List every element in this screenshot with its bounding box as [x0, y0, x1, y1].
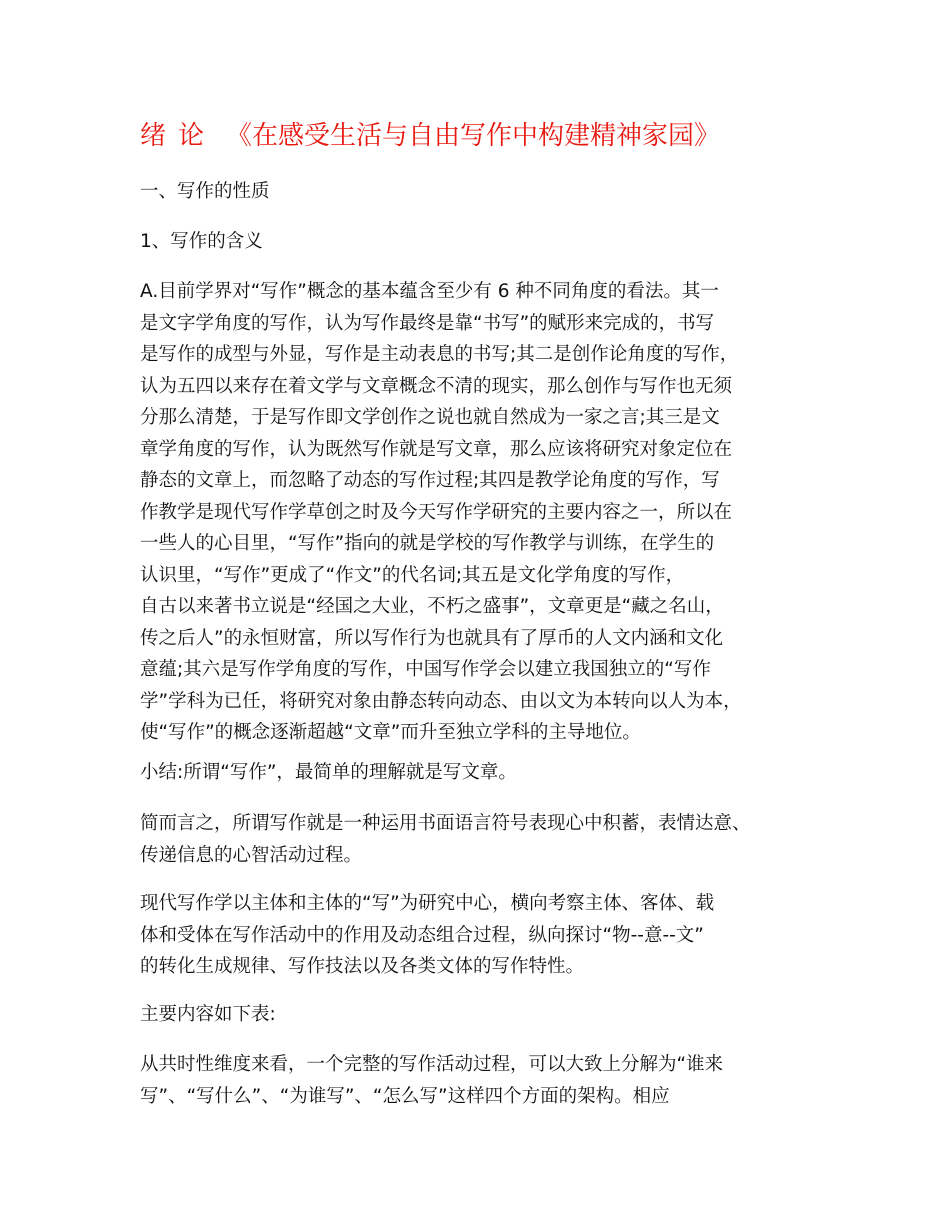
text-line: 一些人的心目里，“写作”指向的就是学校的写作教学与训练，在学生的: [140, 533, 715, 554]
text-line: 自古以来著书立说是“经国之大业，不朽之盛事”，文章更是“藏之名山，: [140, 596, 724, 617]
text-line: 从共时性维度来看，一个完整的写作活动过程，可以大致上分解为“谁来: [140, 1054, 724, 1075]
text-line: 是文字学角度的写作，认为写作最终是靠“书写”的赋形来完成的，书写: [140, 312, 715, 334]
text-line: 传递信息的心智活动过程。: [140, 844, 363, 866]
text-line: 写”、“写什么”、“为谁写”、“怎么写”这样四个方面的架构。相应: [140, 1085, 670, 1107]
paragraph-table-intro: [140, 999, 840, 1031]
text-line: A.目前学界对“写作”概念的基本蕴含至少有 6 种不同角度的看法。其一: [140, 281, 719, 302]
text-line: 小结:所谓“写作”，最简单的理解就是写文章。: [140, 762, 517, 783]
text-line: 静态的文章上，而忽略了动态的写作过程;其四是教学论角度的写作，写: [140, 470, 720, 491]
text-line: 认识里，“写作”更成了“作文”的代名词;其五是文化学角度的写作，: [140, 564, 685, 586]
section-heading-text: 一、写作的性质: [140, 181, 270, 202]
text-line: 简而言之，所谓写作就是一种运用书面语言符号表现心中积蓄，表情达意、: [140, 813, 751, 834]
text-line: 意蕴;其六是写作学角度的写作，中国写作学会以建立我国独立的“写作: [140, 659, 711, 680]
text-line: 分那么清楚，于是写作即文学创作之说也就自然成为一家之言;其三是文: [140, 407, 720, 428]
text-line: 学”学科为已任，将研究对象由静态转向动态、由以文为本转向以人为本，: [140, 690, 742, 712]
paragraph-synchronic: [140, 1049, 840, 1112]
paragraph-modern-writing: [140, 888, 840, 983]
text-line: 认为五四以来存在着文学与文章概念不清的现实，那么创作与写作也无须: [140, 375, 733, 397]
text-line: 作教学是现代写作学草创之时及今天写作学研究的主要内容之一，所以在: [140, 501, 733, 523]
text-line: 主要内容如下表:: [140, 1004, 276, 1025]
text-line: 体和受体在写作活动中的作用及动态组合过程，纵向探讨“物--意--文”: [140, 924, 704, 946]
subsection-heading: [140, 226, 840, 258]
section-heading: [140, 176, 840, 208]
paragraph-summary: [140, 757, 840, 789]
page-title: [140, 116, 720, 156]
text-line: 是写作的成型与外显，写作是主动表息的书写;其二是创作论角度的写作，: [140, 344, 739, 365]
paragraph-brief: [140, 808, 840, 871]
title-main: 《在感受生活与自由写作中构建精神家园》: [226, 121, 721, 151]
text-line: 的转化生成规律、写作技法以及各类文体的写作特性。: [140, 956, 585, 977]
title-prefix: 绪论: [140, 121, 217, 151]
text-line: 使“写作”的概念逐渐超越“文章”而升至独立学科的主导地位。: [140, 722, 641, 743]
text-line: 传之后人”的永恒财富，所以写作行为也就具有了厚币的人文内涵和文化: [140, 627, 724, 649]
subsection-heading-text: 1、写作的含义: [140, 231, 263, 252]
text-line: 现代写作学以主体和主体的“写”为研究中心，横向考察主体、客体、载: [140, 893, 715, 914]
text-line: 章学角度的写作，认为既然写作就是写文章，那么应该将研究对象定位在: [140, 438, 733, 460]
paragraph-definitions: [140, 276, 840, 749]
